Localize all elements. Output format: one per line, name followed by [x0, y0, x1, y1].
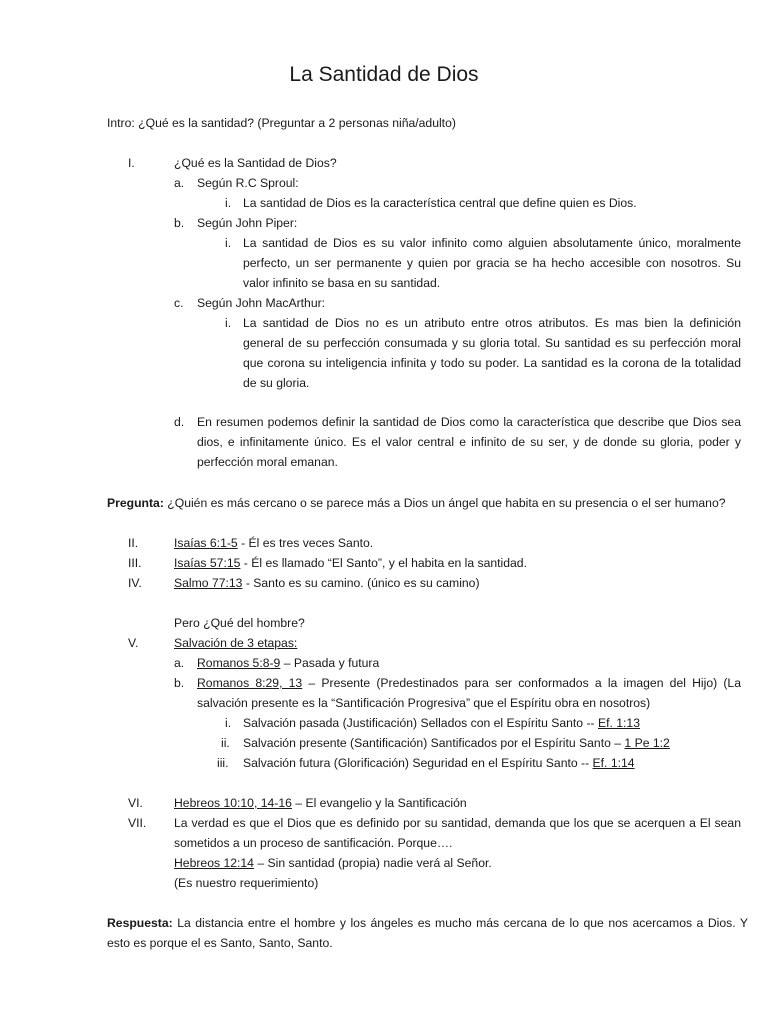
item-5b-ii-line — [243, 733, 670, 753]
section-7-text: La verdad es que el Dios que es definido por su santidad, demanda que los que se acerquen a El sean sometidos a un proceso de santificación. Porque…. — [174, 816, 741, 850]
item-5b-iii-label: iii. — [217, 756, 229, 770]
section-1-heading: ¿Qué es la Santidad de Dios? — [174, 156, 337, 170]
answer-paragraph — [107, 913, 748, 953]
item-5b-i-ref-link[interactable]: Ef. 1:13 — [597, 716, 640, 730]
item-c-i-label: i. — [225, 316, 232, 330]
item-c-label: c. — [174, 296, 184, 310]
section-6-text: – El evangelio y la Santificación — [291, 796, 467, 810]
section-4-text: - Santo es su camino. (único es su camino) — [242, 576, 480, 590]
page-title: La Santidad de Dios — [289, 63, 479, 86]
question-label: Pregunta: — [107, 496, 164, 510]
answer-text: La distancia entre el hombre y los ángeles es mucho más cercana de lo que nos acercamos a Dios. Y esto es porque el es Santo, Santo, Santo. — [107, 916, 748, 950]
item-b-text: Según John Piper: — [197, 216, 298, 230]
item-5b-ii-label: ii. — [221, 736, 230, 750]
item-5a-ref-link[interactable]: Romanos 5:8-9 — [197, 656, 281, 670]
item-a-i-text: La santidad de Dios es la característica central que define quien es Dios. — [243, 196, 637, 210]
item-c-text: Según John MacArthur: — [197, 296, 326, 310]
section-5-number: V. — [128, 636, 139, 650]
item-5b-text: – Presente (Predestinados para ser conformados a la imagen del Hijo) (La salvación presente es la “Santificación Progresiva” que el Espíritu obra en nosotros) — [197, 676, 741, 710]
item-b-i-text: La santidad de Dios es su valor infinito como alguien absolutamente único, moralmente perfecto, un ser permanente y quien por gracia se ha hecho accesible con nosotros. Su valor infinito se basa en su santidad. — [243, 236, 741, 290]
item-5b-line — [197, 673, 741, 713]
section-4-number: IV. — [128, 576, 142, 590]
section-4-line — [174, 573, 480, 593]
pero-line: Pero ¿Qué del hombre? — [174, 616, 305, 630]
item-5b-iii-text: Salvación futura (Glorificación) Seguridad en el Espíritu Santo -- — [243, 756, 593, 770]
question-paragraph — [107, 493, 747, 513]
section-4-ref-link[interactable]: Salmo 77:13 — [174, 576, 243, 590]
item-5b-i-label: i. — [225, 716, 232, 730]
item-5b-ref-link[interactable]: Romanos 8:29, 13 — [197, 676, 303, 690]
item-b-i-label: i. — [225, 236, 232, 250]
intro-line: Intro: ¿Qué es la santidad? (Preguntar a 2 personas niña/adulto) — [107, 116, 456, 130]
item-a-label: a. — [174, 176, 185, 190]
item-a-text: Según R.C Sproul: — [197, 176, 299, 190]
section-6-number: VI. — [128, 796, 143, 810]
section-2-line — [174, 533, 373, 553]
section-3-text: - Él es llamado “El Santo”, y el habita en la santidad. — [240, 556, 527, 570]
question-text: ¿Quién es más cercano o se parece más a Dios un ángel que habita en su presencia o el ser humano? — [163, 496, 726, 510]
section-7-number: VII. — [128, 816, 147, 830]
item-5b-label: b. — [174, 676, 185, 690]
item-d-text: En resumen podemos definir la santidad de Dios como la característica que describe que Dios sea dios, e infinitamente único. Es el valor central e infinito de su ser, y de donde su gloria, poder y perfección moral emanan. — [197, 415, 741, 469]
section-2-number: II. — [128, 536, 139, 550]
item-5b-ii-text: Salvación presente (Santificación) Santificados por el Espíritu Santo – — [243, 736, 625, 750]
item-5b-ii-ref-link[interactable]: 1 Pe 1:2 — [624, 736, 670, 750]
item-5b-iii-line — [243, 753, 635, 773]
section-2-ref-link[interactable]: Isaías 6:1-5 — [174, 536, 238, 550]
section-5-heading: Salvación de 3 etapas: — [174, 636, 298, 650]
item-c-i-text: La santidad de Dios no es un atributo entre otros atributos. Es mas bien la definición general de su perfección consumada y su gloria total. Su santidad es su perfección moral que corona su inteligencia infinita y todo su poder. La santidad es la corona de la totalidad de su gloria. — [243, 316, 741, 390]
section-3-line — [174, 553, 527, 573]
section-1-number: I. — [128, 156, 135, 170]
section-2-text: - Él es tres veces Santo. — [237, 536, 374, 550]
item-d-label: d. — [174, 415, 185, 429]
section-3-ref-link[interactable]: Isaías 57:15 — [174, 556, 241, 570]
section-3-number: III. — [128, 556, 142, 570]
item-5a-label: a. — [174, 656, 185, 670]
section-7-ref-text: – Sin santidad (propia) nadie verá al Señor. — [253, 856, 492, 870]
section-7-ref-link[interactable]: Hebreos 12:14 — [174, 856, 254, 870]
item-5b-i-line — [243, 713, 640, 733]
item-a-i-label: i. — [225, 196, 232, 210]
section-6-ref-link[interactable]: Hebreos 10:10, 14-16 — [174, 796, 292, 810]
section-6-line — [174, 793, 467, 813]
section-7-ref-line — [174, 853, 492, 873]
item-5b-i-text: Salvación pasada (Justificación) Sellados con el Espíritu Santo -- — [243, 716, 598, 730]
item-5a-line — [197, 653, 379, 673]
section-7-note: (Es nuestro requerimiento) — [174, 876, 319, 890]
item-5a-text: – Pasada y futura — [280, 656, 380, 670]
item-b-label: b. — [174, 216, 185, 230]
answer-label: Respuesta: — [107, 916, 173, 930]
item-5b-iii-ref-link[interactable]: Ef. 1:14 — [592, 756, 635, 770]
